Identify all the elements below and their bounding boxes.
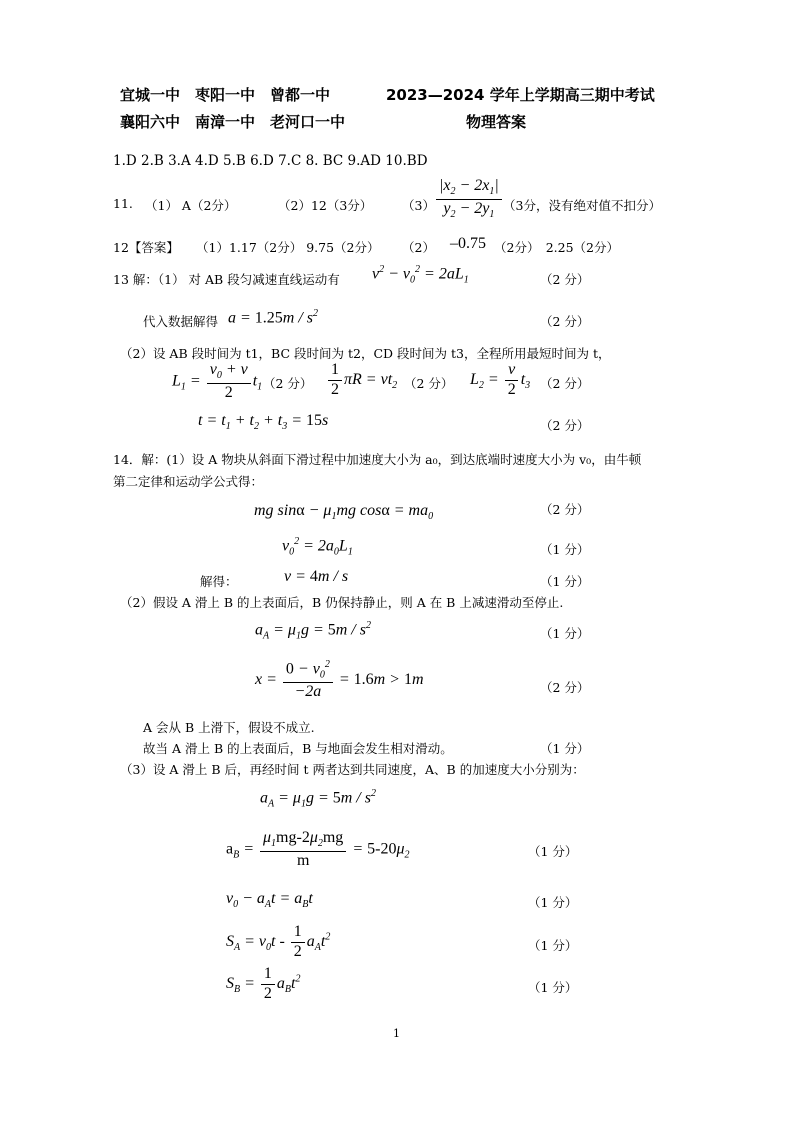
q12-part2-tail: （2分） 2.25（2分） (494, 240, 619, 255)
q14-pts-1: （2 分） (540, 502, 590, 517)
q13-part2: （2）设 AB 段时间为 t1，BC 段时间为 t2，CD 段时间为 t3，全程所用最短时间为 t， (120, 346, 611, 361)
q14-eq2: $v_0^2 = 2a_0L_1$ (282, 536, 353, 558)
q11-part3: （3） (402, 198, 435, 213)
q11-label: 11. (113, 196, 133, 211)
doc-title: 物理答案 (466, 113, 527, 131)
q14-eq1: mg $\sin\alpha - \mu_1mg$ $\cos\alpha = ma_0$ (254, 502, 434, 523)
q13-eq3c: $L_2$ = $\frac{v}{2}$ $t_3$ (470, 361, 531, 398)
q14-intro-l1: 14．解：(1）设 A 物块从斜面下滑过程中加速度大小为 a₀，到达底端时速度大小为 v₀，由牛顿 (113, 452, 642, 467)
q14-pts-6: （1 分） (540, 741, 590, 756)
q11-note: （3分，没有绝对值不扣分） (503, 198, 661, 213)
q14-eq6: $a_A = \mu_1g = 5m / s^2$ (260, 788, 376, 810)
q13-eq2: $a = 1.25m / s^2$ (228, 308, 319, 327)
q14-pts-8: （1 分） (528, 895, 578, 910)
q14-eq3: v = 4m / s (284, 568, 349, 585)
q14-pts-4: （1 分） (540, 626, 590, 641)
q14-conclusion-1: A 会从 B 上滑下，假设不成立. (143, 720, 315, 735)
q14-pts-9: （1 分） (528, 938, 578, 953)
q12-part2: （2） (402, 240, 435, 255)
q11-formula: $\frac{|x_2 - 2x_1|}{y_2 - 2y_1}$ (434, 178, 504, 220)
q14-eq8: $v_0 - a_At = a_Bt$ (226, 890, 313, 911)
q14-eq9: $S_A = v_0t$ - $\frac{1}{2}$ $a_At^2$ (226, 923, 331, 960)
q14-pts-3: （1 分） (540, 574, 590, 589)
q12-label: 12【答案】 (113, 240, 179, 255)
q14-eq10: $S_B$ = $\frac{1}{2}$ $a_Bt^2$ (226, 965, 301, 1002)
q14-pts-10: （1 分） (528, 980, 578, 995)
q13-pts-4: （2 分） (540, 418, 590, 433)
q14-eq4: $a_A = \mu_1g = 5m / s^2$ (255, 620, 371, 642)
q14-part2: （2）假设 A 滑上 B 的上表面后，B 仍保持静止，则 A 在 B 上减速滑动至停止. (120, 595, 564, 610)
exam-title: 2023—2024 学年上学期高三期中考试 (386, 86, 655, 104)
q13-intro: 13 解：（1） 对 AB 段匀减速直线运动有 (113, 272, 340, 287)
header-schools-row1: 宜城一中 枣阳一中 曾都一中 (120, 86, 331, 104)
q11-part1: （1） A（2分） (145, 198, 237, 213)
q13-sub-data: 代入数据解得 (143, 314, 219, 329)
q14-eq5: x = $\frac{0 - v_0^2}{-2a}$ = 1.6m > 1m (255, 659, 424, 701)
q13-pts-2: （2 分） (540, 314, 590, 329)
q14-part3: （3）设 A 滑上 B 后，再经时间 t 两者达到共同速度，A、B 的加速度大小分别为： (120, 762, 585, 777)
q12-part1: （1）1.17（2分） 9.75（2分） (196, 240, 380, 255)
q13-pts-3b: （2 分） (404, 376, 454, 391)
q14-conclusion-2: 故当 A 滑上 B 的上表面后，B 与地面会发生相对滑动。 (143, 741, 453, 756)
q14-eq7: $a_B$ = $\frac{\mu_1mg-2\mu_2mg}{m}$ = $5-20\mu_2$ (226, 829, 410, 869)
choice-answers: 1.D 2.B 3.A 4.D 5.B 6.D 7.C 8. BC 9.AD 10.BD (113, 153, 428, 169)
page-number: 1 (393, 1027, 400, 1040)
q13-eq1: $v^2 - v_0^2 = 2aL_1$ (372, 264, 469, 286)
q14-pts-7: （1 分） (528, 844, 578, 859)
q14-intro-l2: 第二定律和运动学公式得： (113, 474, 264, 489)
q12-part2-value: –0.75 (450, 235, 486, 252)
q13-eq3a: $L_1$ = $\frac{v_0 + v}{2}$ $t_1$ (172, 361, 263, 401)
q13-eq4: $t = t_1 + t_2 + t_3 = 15s$ (198, 412, 329, 433)
q13-pts-1: （2 分） (540, 272, 590, 287)
header-schools-row2: 襄阳六中 南漳一中 老河口一中 (120, 113, 346, 131)
q13-eq3b: $\frac{1}{2}$ $\pi R = vt_2$ (326, 362, 397, 399)
q13-pts-3a: （2 分） (263, 376, 313, 391)
q14-pts-2: （1 分） (540, 542, 590, 557)
q14-solve-label: 解得： (200, 574, 238, 589)
q14-pts-5: （2 分） (540, 680, 590, 695)
q13-pts-3c: （2 分） (540, 376, 590, 391)
q11-part2: （2）12（3分） (278, 198, 373, 213)
